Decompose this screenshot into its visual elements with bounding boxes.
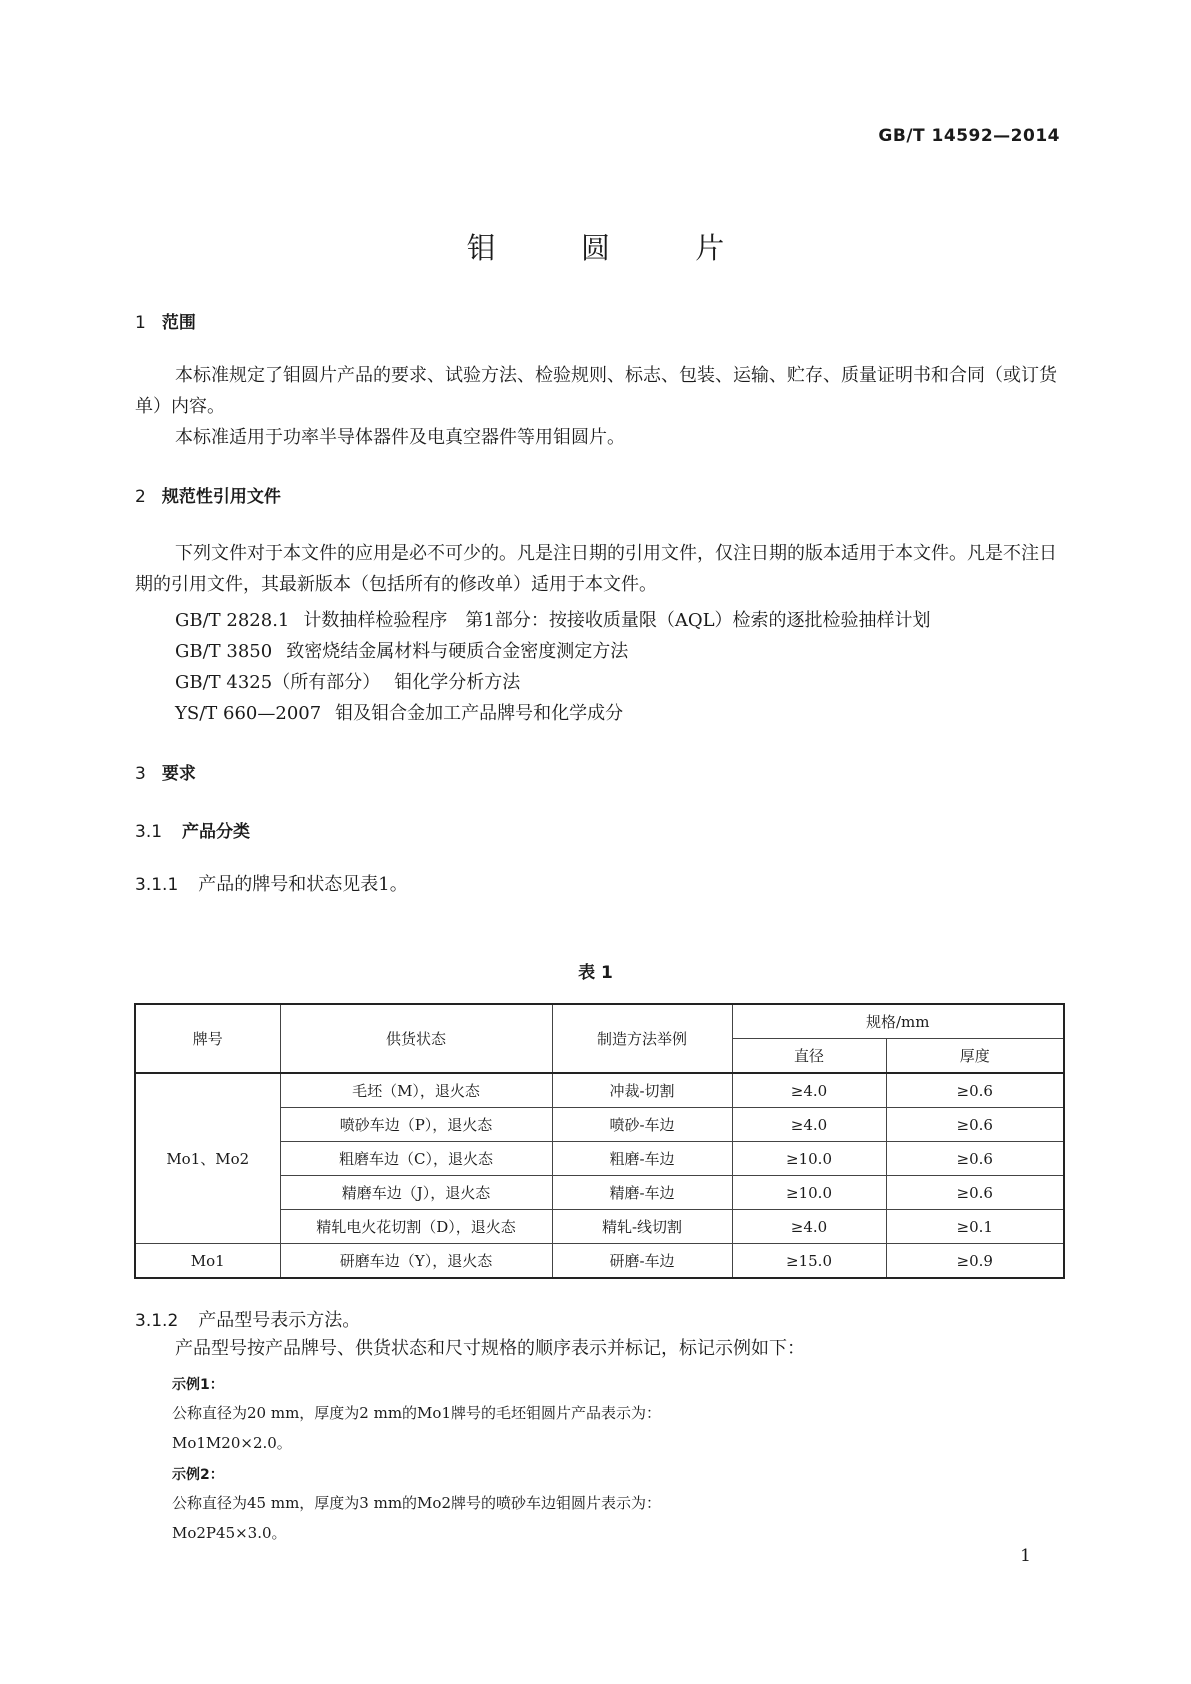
page-number: 1 — [1020, 1546, 1031, 1566]
reference-code: GB/T 2828.1 — [175, 610, 290, 631]
table-row — [135, 1244, 1064, 1279]
cell-state: 毛坯（M），退火态 — [280, 1073, 552, 1108]
reference-code: GB/T 4325（所有部分） — [175, 672, 381, 693]
standard-code: GB/T 14592—2014 — [878, 126, 1060, 146]
cell-diameter: ≥10.0 — [732, 1176, 886, 1210]
header-grade: 牌号 — [135, 1004, 280, 1073]
marking-paragraph: 产品型号按产品牌号、供货状态和尺寸规格的顺序表示并标记，标记示例如下： — [175, 1338, 805, 1359]
clause-number: 3.1.1 — [135, 875, 179, 895]
cell-diameter: ≥4.0 — [732, 1073, 886, 1108]
cell-grade: Mo1 — [135, 1244, 280, 1279]
reference-item — [175, 699, 623, 725]
cell-state: 粗磨车边（C），退火态 — [280, 1142, 552, 1176]
header-thickness: 厚度 — [886, 1039, 1064, 1074]
cell-state: 精轧电火花切割（D），退火态 — [280, 1210, 552, 1244]
document-title: 钼 圆 片 — [466, 231, 763, 265]
example-2-line-2: Mo2P45×3.0。 — [172, 1524, 287, 1542]
reference-item — [175, 606, 931, 632]
cell-thickness: ≥0.6 — [886, 1073, 1064, 1108]
section-number: 2 — [135, 487, 146, 507]
cell-diameter: ≥15.0 — [732, 1244, 886, 1279]
section-title: 要求 — [161, 764, 196, 784]
reference-code: YS/T 660—2007 — [175, 703, 322, 724]
cell-thickness: ≥0.1 — [886, 1210, 1064, 1244]
cell-method: 冲裁-切割 — [552, 1073, 732, 1108]
header-method: 制造方法举例 — [552, 1004, 732, 1073]
section-number: 1 — [135, 313, 146, 333]
cell-state: 精磨车边（J），退火态 — [280, 1176, 552, 1210]
cell-thickness: ≥0.6 — [886, 1142, 1064, 1176]
reference-item — [175, 637, 628, 663]
reference-code: GB/T 3850 — [175, 641, 273, 662]
reference-title: 计数抽样检验程序 第1部分：按接收质量限（AQL）检索的逐批检验抽样计划 — [303, 610, 931, 631]
section-1-heading — [135, 308, 196, 333]
cell-method: 粗磨-车边 — [552, 1142, 732, 1176]
cell-method: 喷砂-车边 — [552, 1108, 732, 1142]
cell-thickness: ≥0.6 — [886, 1108, 1064, 1142]
reference-title: 钼及钼合金加工产品牌号和化学成分 — [335, 703, 624, 724]
clause-text: 产品型号表示方法。 — [198, 1310, 361, 1331]
example-1-line-2: Mo1M20×2.0。 — [172, 1434, 292, 1452]
clause-text: 产品的牌号和状态见表1。 — [198, 874, 408, 895]
section-3-heading — [135, 759, 196, 784]
example-1-line-1: 公称直径为20 mm，厚度为2 mm的Mo1牌号的毛坯钼圆片产品表示为： — [172, 1404, 661, 1422]
section-2-heading — [135, 482, 281, 507]
grade-state-table — [134, 1003, 1065, 1279]
example-1-label: 示例1： — [172, 1377, 224, 1393]
scope-paragraph-2: 本标准适用于功率半导体器件及电真空器件等用钼圆片。 — [175, 427, 625, 448]
header-spec: 规格/mm — [732, 1004, 1064, 1039]
cell-diameter: ≥4.0 — [732, 1210, 886, 1244]
table-caption: 表 1 — [578, 963, 613, 983]
clause-3-1-1 — [135, 870, 408, 896]
clause-number: 3.1.2 — [135, 1311, 179, 1331]
section-number: 3 — [135, 764, 146, 784]
cell-state: 喷砂车边（P），退火态 — [280, 1108, 552, 1142]
cell-diameter: ≥4.0 — [732, 1108, 886, 1142]
section-number: 3.1 — [135, 822, 163, 842]
cell-grade: Mo1、Mo2 — [135, 1073, 280, 1244]
section-title: 规范性引用文件 — [161, 487, 281, 507]
cell-method: 研磨-车边 — [552, 1244, 732, 1279]
reference-item — [175, 668, 520, 694]
reference-title: 致密烧结金属材料与硬质合金密度测定方法 — [286, 641, 629, 662]
cell-method: 精轧-线切割 — [552, 1210, 732, 1244]
section-title: 范围 — [161, 313, 196, 333]
section-3-1-heading — [135, 817, 250, 842]
cell-thickness: ≥0.9 — [886, 1244, 1064, 1279]
header-diameter: 直径 — [732, 1039, 886, 1074]
cell-state: 研磨车边（Y），退火态 — [280, 1244, 552, 1279]
clause-3-1-2 — [135, 1306, 360, 1332]
cell-thickness: ≥0.6 — [886, 1176, 1064, 1210]
cell-diameter: ≥10.0 — [732, 1142, 886, 1176]
table-row — [135, 1073, 1064, 1108]
reference-title: 钼化学分析方法 — [394, 672, 521, 693]
example-2-line-1: 公称直径为45 mm，厚度为3 mm的Mo2牌号的喷砂车边钼圆片表示为： — [172, 1494, 661, 1512]
header-supply-state: 供货状态 — [280, 1004, 552, 1073]
scope-paragraph-1: 本标准规定了钼圆片产品的要求、试验方法、检验规则、标志、包装、运输、贮存、质量证明书和合同（或订货单）内容。 — [135, 365, 1057, 417]
section-title: 产品分类 — [182, 822, 251, 842]
cell-method: 精磨-车边 — [552, 1176, 732, 1210]
example-2-label: 示例2： — [172, 1467, 224, 1483]
references-intro: 下列文件对于本文件的应用是必不可少的。凡是注日期的引用文件，仅注日期的版本适用于本文件。凡是不注日期的引用文件，其最新版本（包括所有的修改单）适用于本文件。 — [135, 543, 1057, 595]
